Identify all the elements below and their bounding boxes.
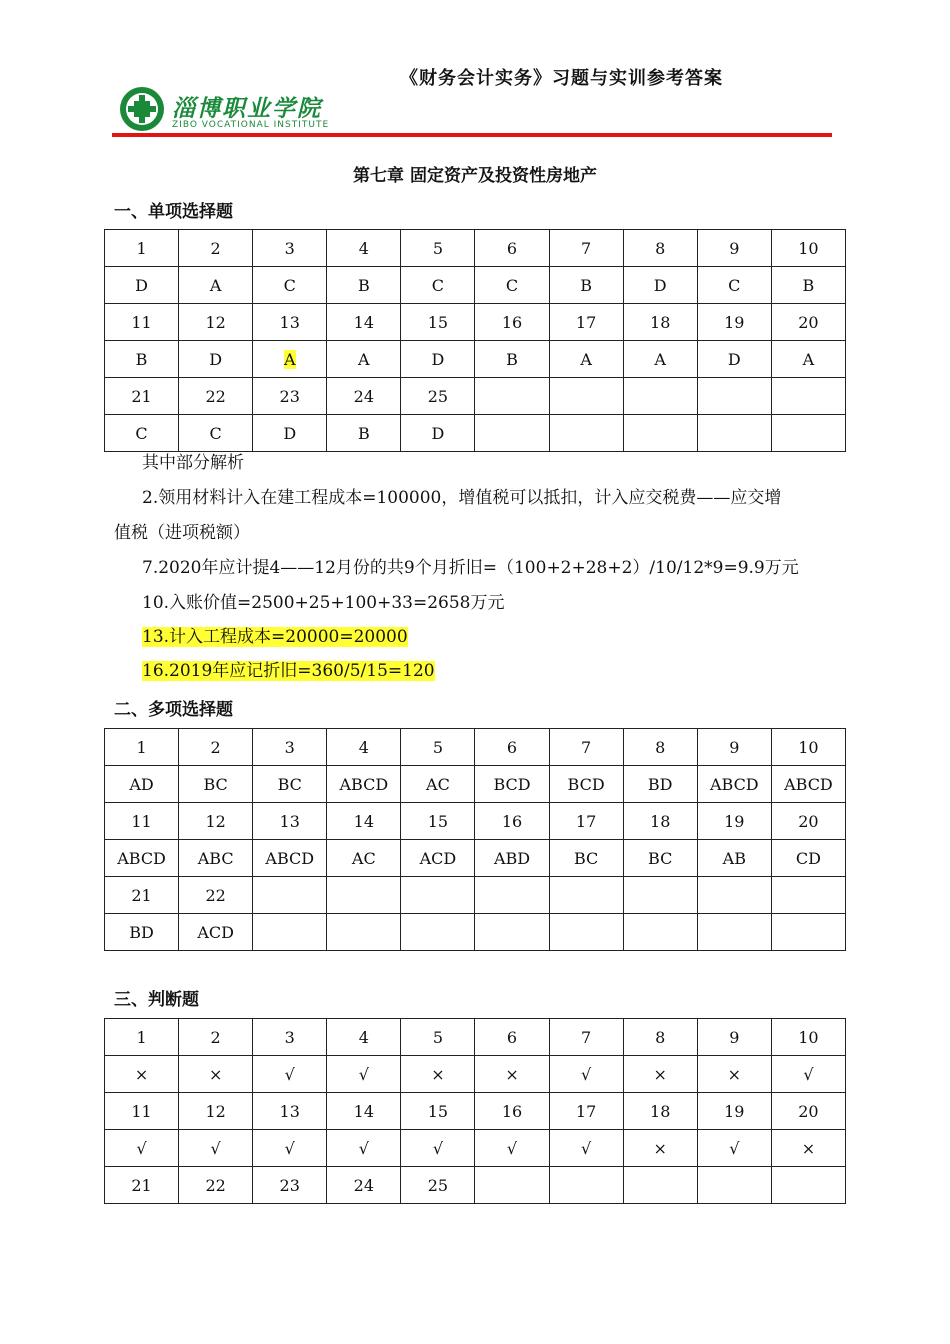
table-cell: × [179,1056,253,1093]
table-cell: 16 [475,1093,549,1130]
table-cell: 14 [327,803,401,840]
true-false-answer-table [104,1018,846,1204]
table-cell: 10 [771,729,845,766]
table-cell: 15 [401,304,475,341]
table-cell: 15 [401,803,475,840]
table-cell: 8 [623,1019,697,1056]
table-cell: ABCD [105,840,179,877]
table-cell: 24 [327,378,401,415]
table-cell: 2 [179,729,253,766]
table-row [105,1056,846,1093]
table-row [105,803,846,840]
table-cell [327,877,401,914]
table-cell [401,914,475,951]
table-cell: A [549,341,623,378]
logo-text-english: ZIBO VOCATIONAL INSTITUTE [172,120,330,130]
table-cell [697,1167,771,1204]
table-cell: 20 [771,304,845,341]
table-cell: 13 [253,1093,327,1130]
table-cell: D [253,415,327,452]
document-header-title: 《财务会计实务》习题与实训参考答案 [400,68,723,89]
table-cell [475,914,549,951]
table-cell: 7 [549,729,623,766]
table-cell: 18 [623,1093,697,1130]
table-cell: D [401,341,475,378]
table-cell: D [179,341,253,378]
table-row [105,1093,846,1130]
table-cell: × [771,1130,845,1167]
table-cell: D [623,267,697,304]
table-cell: 18 [623,304,697,341]
table-cell: 17 [549,803,623,840]
table-cell: ACD [179,914,253,951]
table-row [105,267,846,304]
table-cell [697,914,771,951]
table-cell: 23 [253,378,327,415]
table-cell: × [623,1130,697,1167]
table-cell: D [401,415,475,452]
table-cell: 19 [697,1093,771,1130]
table-cell: 3 [253,230,327,267]
table-cell [253,914,327,951]
table-cell: 25 [401,378,475,415]
table-cell: C [697,267,771,304]
table-cell: AC [327,840,401,877]
table-cell: 2 [179,1019,253,1056]
table-cell: √ [771,1056,845,1093]
table-cell: 12 [179,1093,253,1130]
table-cell [253,877,327,914]
table-cell: ABCD [327,766,401,803]
table-cell: C [475,267,549,304]
table-cell: BCD [549,766,623,803]
table-cell: 21 [105,378,179,415]
table-cell: BC [623,840,697,877]
table-cell [475,378,549,415]
table-cell: 1 [105,230,179,267]
table-cell [327,914,401,951]
logo-text-chinese: 淄博职业学院 [172,96,322,122]
table-cell: C [401,267,475,304]
table-cell: 5 [401,1019,475,1056]
table-cell: 7 [549,230,623,267]
table-cell: C [105,415,179,452]
table-cell [475,1167,549,1204]
table-cell: √ [253,1056,327,1093]
table-row [105,304,846,341]
table-cell: 12 [179,304,253,341]
table-cell: √ [327,1056,401,1093]
table-cell: ABC [179,840,253,877]
table-cell [549,415,623,452]
table-cell: A [623,341,697,378]
table-row [105,877,846,914]
table-row [105,415,846,452]
table-cell: B [105,341,179,378]
table-cell: CD [771,840,845,877]
analysis-item-7: 7.2020年应计提4——12月份的共9个月折旧=（100+2+28+2）/10/12*9=9.9万元 [142,558,799,578]
table-cell: 21 [105,877,179,914]
table-cell: √ [549,1130,623,1167]
table-cell: √ [253,1130,327,1167]
table-cell: 9 [697,729,771,766]
table-cell [475,877,549,914]
table-cell [623,914,697,951]
table-cell [697,877,771,914]
table-cell: 11 [105,803,179,840]
table-cell: √ [549,1056,623,1093]
analysis-heading: 其中部分解析 [142,453,244,473]
table-cell [623,378,697,415]
table-cell: 1 [105,1019,179,1056]
table-cell [401,877,475,914]
table-cell: × [105,1056,179,1093]
table-cell [623,877,697,914]
table-cell: × [697,1056,771,1093]
table-cell: 9 [697,230,771,267]
table-cell: B [327,415,401,452]
table-cell: 11 [105,1093,179,1130]
header-divider [112,133,832,137]
table-cell: 11 [105,304,179,341]
table-cell: BC [253,766,327,803]
table-cell: AC [401,766,475,803]
table-cell [623,1167,697,1204]
table-cell [697,415,771,452]
table-cell: 19 [697,304,771,341]
table-cell: 6 [475,1019,549,1056]
table-cell [549,914,623,951]
table-cell: 19 [697,803,771,840]
table-cell: 13 [253,803,327,840]
table-row [105,1130,846,1167]
chapter-title: 第七章 固定资产及投资性房地产 [353,166,597,186]
highlighted-text: 13.计入工程成本=20000=20000 [142,627,408,647]
table-cell: 14 [327,304,401,341]
table-row [105,729,846,766]
table-cell: 3 [253,1019,327,1056]
table-cell: 21 [105,1167,179,1204]
table-cell: BCD [475,766,549,803]
table-cell: B [771,267,845,304]
table-cell: C [253,267,327,304]
table-cell [771,914,845,951]
table-cell: 12 [179,803,253,840]
table-cell: 4 [327,729,401,766]
table-cell: B [327,267,401,304]
table-cell: 5 [401,729,475,766]
table-cell [253,341,327,378]
table-row [105,1167,846,1204]
table-cell: √ [105,1130,179,1167]
table-cell [549,877,623,914]
table-cell: 22 [179,1167,253,1204]
table-cell: 22 [179,378,253,415]
table-cell: 9 [697,1019,771,1056]
table-cell: 10 [771,1019,845,1056]
table-row [105,341,846,378]
table-cell: B [475,341,549,378]
table-cell: A [771,341,845,378]
table-row [105,766,846,803]
table-cell: 4 [327,230,401,267]
table-cell: D [697,341,771,378]
table-cell: 8 [623,230,697,267]
highlighted-text: 16.2019年应记折旧=360/5/15=120 [142,661,435,681]
table-cell: √ [327,1130,401,1167]
table-cell [771,415,845,452]
table-row [105,914,846,951]
table-cell [771,877,845,914]
table-cell [549,1167,623,1204]
table-cell: 15 [401,1093,475,1130]
table-cell: × [475,1056,549,1093]
table-row [105,378,846,415]
table-cell: 7 [549,1019,623,1056]
table-cell: ABCD [771,766,845,803]
section-title-multiple-choice: 二、多项选择题 [114,700,233,720]
analysis-item-2-line1: 2.领用材料计入在建工程成本=100000，增值税可以抵扣，计入应交税费——应交增 [142,488,782,508]
table-cell: 16 [475,304,549,341]
table-cell: × [623,1056,697,1093]
table-cell: 14 [327,1093,401,1130]
table-cell: 23 [253,1167,327,1204]
table-cell: A [327,341,401,378]
table-cell: BC [179,766,253,803]
table-cell: ABCD [253,840,327,877]
table-cell: AD [105,766,179,803]
table-cell: B [549,267,623,304]
table-cell: 8 [623,729,697,766]
table-cell: 25 [401,1167,475,1204]
table-cell: 24 [327,1167,401,1204]
table-cell: 20 [771,1093,845,1130]
table-cell: 10 [771,230,845,267]
analysis-item-13 [142,626,408,648]
single-choice-answer-table [104,229,846,452]
table-cell: 6 [475,729,549,766]
table-cell: 16 [475,803,549,840]
table-cell: √ [475,1130,549,1167]
table-cell: 22 [179,877,253,914]
table-cell: BC [549,840,623,877]
analysis-item-2-line2: 值税（进项税额） [114,523,250,543]
table-cell: ABCD [697,766,771,803]
table-cell: 2 [179,230,253,267]
table-cell: AB [697,840,771,877]
table-cell [623,415,697,452]
table-cell [697,378,771,415]
table-cell: √ [697,1130,771,1167]
table-cell [771,378,845,415]
table-cell: 17 [549,1093,623,1130]
section-title-true-false: 三、判断题 [114,990,199,1010]
table-cell [549,378,623,415]
analysis-item-16 [142,660,435,682]
table-cell: √ [179,1130,253,1167]
multiple-choice-answer-table [104,728,846,951]
table-cell: C [179,415,253,452]
table-cell: 17 [549,304,623,341]
table-cell: BD [105,914,179,951]
table-cell: D [105,267,179,304]
table-cell [771,1167,845,1204]
table-cell: 6 [475,230,549,267]
table-row [105,1019,846,1056]
table-cell: 3 [253,729,327,766]
table-cell: 4 [327,1019,401,1056]
table-cell: 5 [401,230,475,267]
highlighted-answer: A [283,349,296,369]
table-cell: ABD [475,840,549,877]
table-row [105,230,846,267]
table-row [105,840,846,877]
table-cell: × [401,1056,475,1093]
analysis-item-10: 10.入账价值=2500+25+100+33=2658万元 [142,593,505,613]
table-cell: 20 [771,803,845,840]
table-cell: A [179,267,253,304]
table-cell: BD [623,766,697,803]
table-cell: ACD [401,840,475,877]
section-title-single-choice: 一、单项选择题 [114,202,233,222]
table-cell: √ [401,1130,475,1167]
table-cell: 13 [253,304,327,341]
table-cell: 18 [623,803,697,840]
table-cell: 1 [105,729,179,766]
table-cell [475,415,549,452]
